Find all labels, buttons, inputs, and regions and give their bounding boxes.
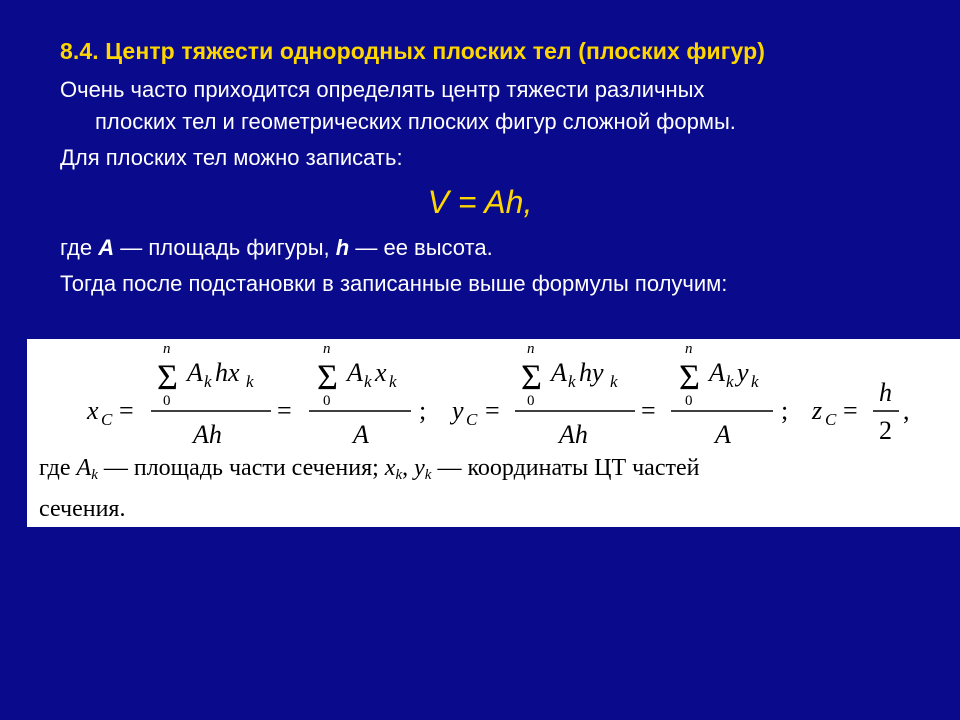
paragraph-definitions xyxy=(60,232,493,264)
svg-text:Ah: Ah xyxy=(559,420,588,449)
svg-text:k: k xyxy=(246,372,254,391)
svg-text:k: k xyxy=(364,372,372,391)
svg-text:2: 2 xyxy=(879,416,892,445)
svg-text:A: A xyxy=(715,420,731,449)
formula-image xyxy=(27,339,960,527)
svg-text:Σ: Σ xyxy=(157,357,178,397)
note-subscript-1: k xyxy=(91,467,98,483)
svg-text:A: A xyxy=(347,358,363,387)
svg-text:=: = xyxy=(277,396,292,425)
note-symbol-area: A xyxy=(76,455,92,481)
definitions-text-a: где xyxy=(60,235,99,260)
svg-text:0: 0 xyxy=(163,393,171,409)
svg-text:hx: hx xyxy=(215,358,240,387)
formula-note xyxy=(39,451,944,526)
svg-text:A: A xyxy=(187,358,203,387)
svg-text:=: = xyxy=(119,396,134,425)
svg-text:;: ; xyxy=(781,396,789,425)
centroid-formulas xyxy=(27,339,960,469)
paragraph-substitution: Тогда после подстановки в записанные выше формулы получим: xyxy=(60,271,728,296)
note-symbol-x: x xyxy=(384,455,396,481)
definitions-text-c: — ее высота. xyxy=(349,235,493,260)
note-symbol-y: y xyxy=(414,455,425,481)
svg-text:=: = xyxy=(641,396,656,425)
svg-text:n: n xyxy=(527,341,535,357)
note-text-1: где xyxy=(39,455,77,481)
svg-text:hy: hy xyxy=(579,358,604,387)
svg-text:Σ: Σ xyxy=(679,357,700,397)
volume-formula: V = Ah, xyxy=(427,184,533,220)
svg-text:Σ: Σ xyxy=(317,357,338,397)
note-subscript-3: k xyxy=(424,467,432,483)
svg-text:A: A xyxy=(551,358,567,387)
svg-text:0: 0 xyxy=(323,393,331,409)
svg-text:C: C xyxy=(825,410,837,429)
svg-text:n: n xyxy=(685,341,693,357)
note-text-4: сечения. xyxy=(39,496,126,522)
svg-text:Ah: Ah xyxy=(193,420,222,449)
svg-text:k: k xyxy=(389,372,397,391)
svg-text:n: n xyxy=(323,341,331,357)
paragraph-plane-bodies: Для плоских тел можно записать: xyxy=(60,145,403,170)
symbol-area: A xyxy=(98,235,115,260)
svg-text:k: k xyxy=(751,372,759,391)
svg-text:k: k xyxy=(610,372,618,391)
svg-text:=: = xyxy=(485,396,500,425)
svg-text:A: A xyxy=(353,420,369,449)
svg-text:z: z xyxy=(812,396,823,425)
svg-text:n: n xyxy=(163,341,171,357)
svg-text:k: k xyxy=(204,372,212,391)
slide-title: 8.4. Центр тяжести однородных плоских тел (плоских фигур) xyxy=(60,38,765,64)
svg-text:0: 0 xyxy=(527,393,535,409)
svg-text:k: k xyxy=(726,372,734,391)
paragraph-intro-line2: плоских тел и геометрических плоских фигур сложной формы. xyxy=(95,109,736,134)
svg-text:h: h xyxy=(879,378,892,407)
svg-text:,: , xyxy=(903,396,910,425)
svg-text:0: 0 xyxy=(685,393,693,409)
definitions-text-b: — площадь фигуры, xyxy=(114,235,336,260)
note-comma: , xyxy=(402,455,415,481)
svg-text:y: y xyxy=(737,358,749,387)
note-text-2: — площадь части сечения; xyxy=(97,455,385,481)
svg-text:A: A xyxy=(709,358,725,387)
svg-text:x: x xyxy=(87,396,99,425)
svg-text:x: x xyxy=(375,358,387,387)
svg-text:;: ; xyxy=(419,396,427,425)
note-text-3: — координаты ЦТ частей xyxy=(431,455,700,481)
svg-text:C: C xyxy=(101,410,113,429)
svg-text:k: k xyxy=(568,372,576,391)
svg-text:Σ: Σ xyxy=(521,357,542,397)
paragraph-intro-line1: Очень часто приходится определять центр тяжести различных xyxy=(60,77,705,102)
svg-text:=: = xyxy=(843,396,858,425)
note-subscript-2: k xyxy=(395,467,403,483)
svg-text:C: C xyxy=(466,410,478,429)
symbol-height: h xyxy=(335,235,350,260)
svg-text:y: y xyxy=(452,396,464,425)
